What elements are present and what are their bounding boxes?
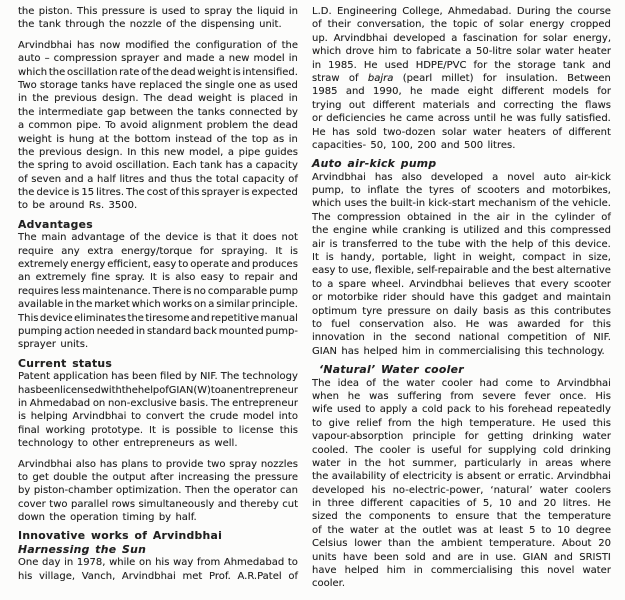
text-line: The compression obtained in the air in the cylinder of [312,211,611,223]
heading-line: Auto air-kick pump [312,157,437,171]
text-line: to be around Rs. 3500. [18,200,138,212]
text-line: the previous design. In this new model, a pipe guides [18,146,298,158]
text-line: straw of bajra (pearl millet) for insulation. Between [312,72,611,84]
text-line: Celsius lower than the ambient temperature. About 20 [312,538,611,550]
text-line: auto – compression sprayer and made a new model in [18,53,298,65]
text-line: the spring to avoid oscillation. Each tank has a capacity [18,160,298,172]
text-line: developed his no-electric-power, ‘natural’ water coolers [312,484,611,496]
text-line: the tank through the nozzle of the dispensing unit. [18,19,282,31]
heading-line: Advantages [18,217,94,231]
text-line: He has sold two-dozen solar water heaters of different [312,126,611,138]
right-column [312,0,611,591]
section-heading [312,363,611,376]
text-line: pump, to inflate the tyres of scooters and motorbikes, [312,185,611,197]
text-line: technology to other entrepreneurs as well. [18,438,238,450]
heading-line: Current status [18,356,113,370]
text-line: or deficiencies he came across until he was fully satisfied. [312,113,611,125]
section-heading [18,357,298,370]
paragraph [18,370,298,450]
text-line: requires less maintenance. There is no comparable pump [18,285,298,297]
heading-line: ‘Natural’ Water cooler [319,363,464,377]
text-line: GIAN has helped him in commercialising this technology. [312,345,605,357]
paragraph [18,5,298,32]
paragraph [312,5,611,152]
text-line: in three different capacities of 5, 10 and 20 litres. He [312,498,611,510]
text-line: It is handy, portable, light in weight, compact in size, [312,252,611,264]
paragraph [312,171,611,358]
paragraph [18,231,298,352]
text-line: when he was suffering from severe fever once. His [312,390,611,402]
text-line: cooled. The cooler is useful for supplying cold drinking [312,444,611,456]
text-line: sized the components to ensure that the temperature [312,511,611,523]
text-line: The idea of the water cooler had come to Arvindbhai [312,377,611,389]
text-line: the piston. This pressure is used to spray the liquid in [18,6,298,17]
text-line: in Ahmedabad on non-exclusive basis. The entrepreneur [18,397,298,409]
text-line: sprayer units. [18,339,89,351]
text-line: which the oscillation rate of the dead weight is intensified. [18,66,298,78]
text-line: units have been sold and are in use. GIAN and SRISTI [312,551,611,563]
text-line: of seven and a half litres and thus the total capacity of [18,173,298,185]
text-line: weight is hung at the bottom instead of the top as in [18,133,298,145]
text-line: to a spare wheel. Arvindbhai believes that every scooter [312,278,611,290]
text-line: or motorbike rider should have this gadget and maintain [312,292,611,304]
text-line: his village, Vanch, Arvindbhai met Prof. A.R.Patel of [18,570,298,582]
heading-line: Harnessing the Sun [18,542,147,556]
paragraph [18,556,298,583]
text-line: have helped him in commercialising this novel water [312,565,611,577]
text-line: is helping Arvindbhai to convert the crude model into [18,411,298,423]
text-line: Arvindbhai has now modified the configuration of the [18,39,298,51]
text-line: available in the market which works on a similar principle. [18,299,298,311]
text-line: The main advantage of the device is that it does not [18,232,298,244]
text-line: to get double the output after increasing the pressure [18,471,298,483]
text-line: up. Arvindbhai developed a fascination for solar energy, [312,32,611,44]
section-heading [312,157,611,170]
text-line: extremely energy efficient, easy to operate and produces [18,259,298,271]
text-line: cooler. [312,578,346,590]
text-line: This device eliminates the tiresome and repetitive manual [18,312,298,324]
text-line: easy to use, flexible, self-repairable and the best alternative [312,265,611,277]
text-line: wife used to apply a cold pack to his forehead repeatedly [312,404,611,416]
section-heading [18,529,298,542]
text-line: to give relief from the high temperature. He used this [312,417,611,429]
text-line: 1985 and 1990, he made eight different models for [312,86,611,98]
paragraph [18,458,298,525]
heading-line: Innovative works of Arvindbhai [18,529,223,543]
text-line: to fuel conservation also. He was awarded for this [312,318,611,330]
text-line: the device is 15 litres. The cost of this sprayer is expected [18,187,298,199]
text-line: vapour-absorption principle for getting drinking water [312,431,611,443]
text-line: which uses the built-in kick-start mechanism of the vehicle. [312,198,611,210]
text-line: which drove him to fabricate a 50-litre solar water heater [312,46,611,58]
text-line: Patent application has been filed by NIF. The technology [18,371,298,383]
section-heading [18,218,298,231]
text-line: capacities- 50, 100, 200 and 500 litres. [312,139,516,151]
section-heading [18,543,298,556]
text-line: Two storage tanks have replaced the single one as used [18,79,298,91]
text-line: down the operation timing by half. [18,512,197,524]
text-line: final working prototype. It is possible to license this [18,424,298,436]
text-line: of the water at the outlet was at least 5 to 10 degree [312,524,611,536]
text-line: the availability of electricity is absent or erratic. Arvindbhai [312,471,611,483]
text-line: pumping action needed in standard back mounted pump- [18,325,298,337]
text-line: of their conversation, the topic of solar energy cropped [312,19,611,31]
text-line: has been licensed with the help of GIAN (W) to an entrepreneur [18,384,298,396]
paragraph [18,39,298,213]
text-line: cover two parallel rows simultaneously and thereby cut [18,498,298,510]
text-line: air is transferred to the tube with the help of this device. [312,238,611,250]
left-column [18,0,298,583]
text-line: by piston-chamber optimization. Then the operator can [18,485,298,497]
text-line: L.D. Engineering College, Ahmedabad. During the course [312,6,611,17]
text-line: optimum tyre pressure on daily basis as this contributes [312,305,611,317]
paragraph [312,377,611,591]
text-line: Arvindbhai has also developed a novel auto air-kick [312,171,611,183]
text-line: One day in 1978, while on his way from Ahmedabad to [18,557,298,569]
text-line: trying out different materials and correcting the flaws [312,99,611,111]
text-line: in 1985. He used HDPE/PVC for the storage tank and [312,59,611,71]
text-line: an extremely fine spray. It is also easy to repair and [18,272,298,284]
text-line: in the previous design. The dead weight is placed in [18,93,298,105]
text-line: a common pipe. To avoid alignment problem the dead [18,120,298,132]
text-line: Arvindbhai also has plans to provide two spray nozzles [18,458,298,470]
text-line: the engine while cranking is utilized and this compressed [312,225,611,237]
text-line: innovation in the second national competition of NIF. [312,332,611,344]
text-line: water in the hot summer, particularly in areas where [312,457,611,469]
text-line: the intermediate gap between the tanks connected by [18,106,298,118]
text-line: require any extra energy/torque for spraying. It is [18,245,298,257]
